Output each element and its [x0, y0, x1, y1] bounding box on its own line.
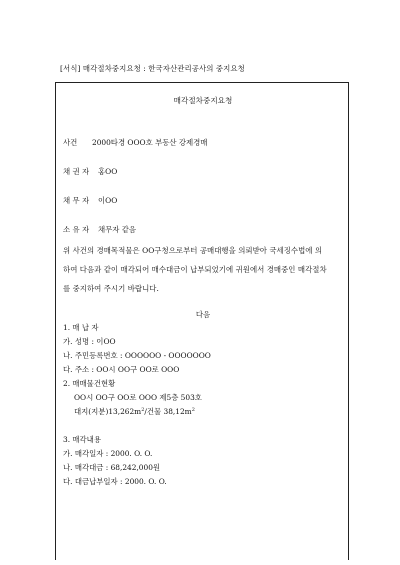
document-box [55, 82, 349, 560]
section3-heading: 3. 매각내용 [63, 435, 101, 444]
case-value: 2000타경 OOO호 부동산 강제경매 [92, 138, 208, 147]
debtor-value: 이OO [98, 196, 118, 205]
case-label: 사건 [63, 138, 78, 147]
owner-value: 채무자 같음 [98, 225, 137, 234]
form-header: [서식] 매각절차중지요청 : 한국자산관리공사의 중지요청 [60, 64, 245, 73]
property-address: OO시 OO구 OO로 OOO 제5층 503호 [74, 393, 202, 402]
paragraph-line: 하여 다음과 같이 매각되어 매수대금이 납부되었기에 귀원에서 경매중인 매각절차 [63, 265, 327, 274]
payment-date: 다. 대금납부일자 : 2000. O. O. [63, 477, 167, 486]
buyer-address: 다. 주소 : OO시 OO구 OO로 OOO [63, 365, 180, 374]
sale-price: 나. 매각대금 : 68,242,000원 [63, 463, 161, 472]
property-area: 대지(지분)$13,262m^2/$건물 $38,12m^2$ [74, 407, 195, 416]
buyer-id: 나. 주민등록번호 : OOOOOO - OOOOOOO [63, 351, 211, 360]
paragraph-line: 를 중지하여 주시기 바랍니다. [63, 284, 159, 293]
next-heading: 다음 [195, 310, 211, 319]
creditor-label: 채 권 자 [63, 167, 90, 176]
owner-label: 소 유 자 [63, 225, 90, 234]
creditor-value: 홍OO [98, 167, 118, 176]
section1-heading: 1. 매 납 자 [63, 323, 99, 332]
request-paragraph [63, 241, 343, 298]
buyer-name: 가. 성명 : 이OO [63, 337, 116, 346]
document-title: 매각절차중지요청 [173, 96, 233, 105]
paragraph-line: 위 사건의 경매목적물은 OO구청으로부터 공매대행을 의뢰받아 국세징수법에 의 [63, 246, 323, 255]
debtor-label: 채 무 자 [63, 196, 90, 205]
section2-heading: 2. 매매물건현황 [63, 379, 116, 388]
sale-date: 가. 매각일자 : 2000. O. O. [63, 449, 153, 458]
